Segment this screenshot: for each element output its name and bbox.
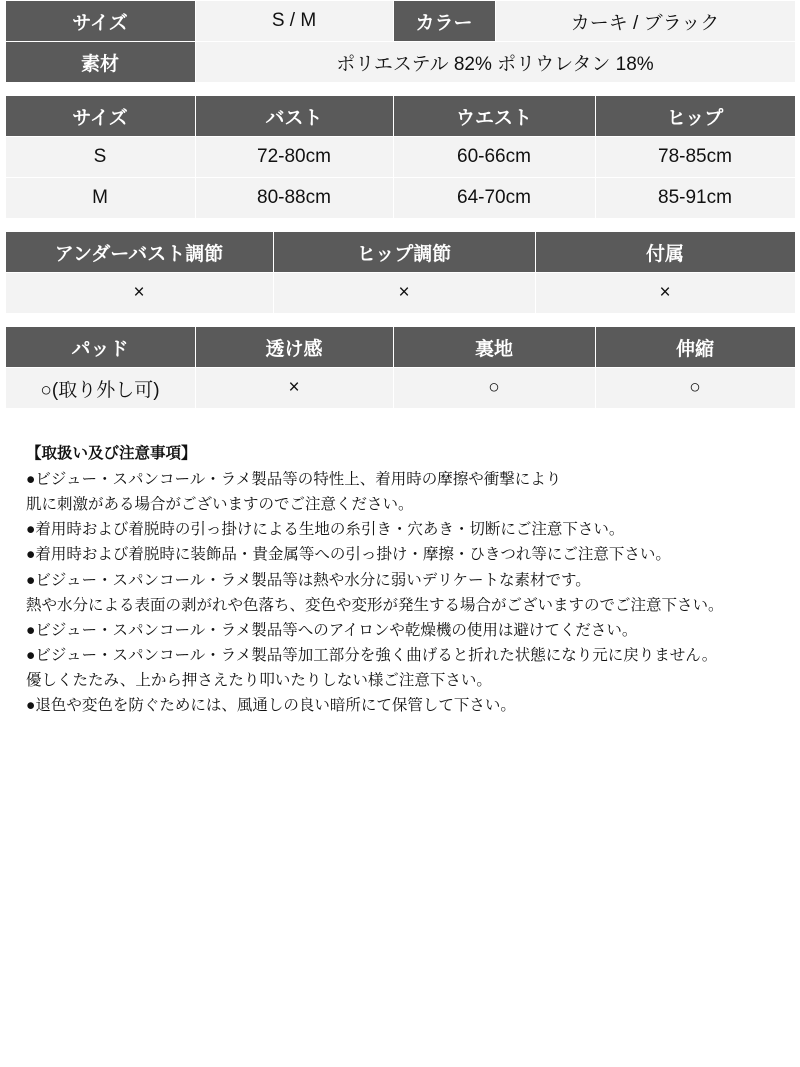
care-notes-title: 【取扱い及び注意事項】 [26,445,197,462]
table-row [5,137,795,178]
measure-header-bust: バスト [195,96,393,137]
measure-header-hip: ヒップ [595,96,795,137]
size-value: S / M [195,1,393,42]
table-header-row [5,232,795,273]
measurement-table [5,95,796,219]
feature-value-pad: ○(取り外し可) [5,368,195,409]
care-note-line: ●ビジュー・スパンコール・ラメ製品等は熱や水分に弱いデリケートな素材です。 [26,571,591,589]
care-notes [26,441,774,718]
color-label: カラー [393,1,495,42]
feature-header-sheerness: 透け感 [195,327,393,368]
table-row [5,42,795,83]
adjust-header-accessory: 付属 [535,232,795,273]
measure-m-hip: 85-91cm [595,178,795,219]
size-label: サイズ [5,1,195,42]
measure-m-bust: 80-88cm [195,178,393,219]
material-value: ポリエステル 82% ポリウレタン 18% [195,42,795,83]
adjust-header-hip: ヒップ調節 [273,232,535,273]
feature-value-stretch: ○ [595,368,795,409]
table-row [5,178,795,219]
care-note-line: ●ビジュー・スパンコール・ラメ製品等加工部分を強く曲げると折れた状態になり元に戻りません。 [26,646,718,664]
care-note-line: 優しくたたみ、上から押さえたり叩いたりしない様ご注意下さい。 [26,671,492,689]
spacer [0,219,800,231]
basic-spec-table [5,0,796,83]
measure-s-waist: 60-66cm [393,137,595,178]
adjust-table [5,231,796,314]
care-note-line: ●着用時および着脱時に装飾品・貴金属等への引っ掛け・摩擦・ひきつれ等にご注意下さい。 [26,546,671,564]
feature-header-stretch: 伸縮 [595,327,795,368]
table-row [5,273,795,314]
adjust-value-underbust: × [5,273,273,314]
measure-m-size: M [5,178,195,219]
table-row [5,1,795,42]
material-label: 素材 [5,42,195,83]
care-note-line: 肌に刺激がある場合がございますのでご注意ください。 [26,496,414,514]
measure-s-hip: 78-85cm [595,137,795,178]
spacer [0,314,800,326]
measure-header-waist: ウエスト [393,96,595,137]
care-note-line: ●ビジュー・スパンコール・ラメ製品等の特性上、着用時の摩擦や衝撃により [26,471,562,489]
feature-value-lining: ○ [393,368,595,409]
feature-header-pad: パッド [5,327,195,368]
measure-m-waist: 64-70cm [393,178,595,219]
spacer [0,83,800,95]
care-note-line: 熱や水分による表面の剥がれや色落ち、変色や変形が発生する場合がございますのでご注意下さい。 [26,596,724,614]
care-note-line: ●ビジュー・スパンコール・ラメ製品等へのアイロンや乾燥機の使用は避けてください。 [26,621,638,639]
feature-value-sheerness: × [195,368,393,409]
table-header-row [5,327,795,368]
measure-s-size: S [5,137,195,178]
care-note-line: ●着用時および着脱時の引っ掛けによる生地の糸引き・穴あき・切断にご注意下さい。 [26,521,625,539]
measure-header-size: サイズ [5,96,195,137]
measure-s-bust: 72-80cm [195,137,393,178]
adjust-value-accessory: × [535,273,795,314]
table-row [5,368,795,409]
adjust-header-underbust: アンダーバスト調節 [5,232,273,273]
care-note-line: ●退色や変色を防ぐためには、風通しの良い暗所にて保管して下さい。 [26,697,516,715]
features-table [5,326,796,409]
color-value: カーキ / ブラック [495,1,795,42]
table-header-row [5,96,795,137]
feature-header-lining: 裏地 [393,327,595,368]
adjust-value-hip: × [273,273,535,314]
